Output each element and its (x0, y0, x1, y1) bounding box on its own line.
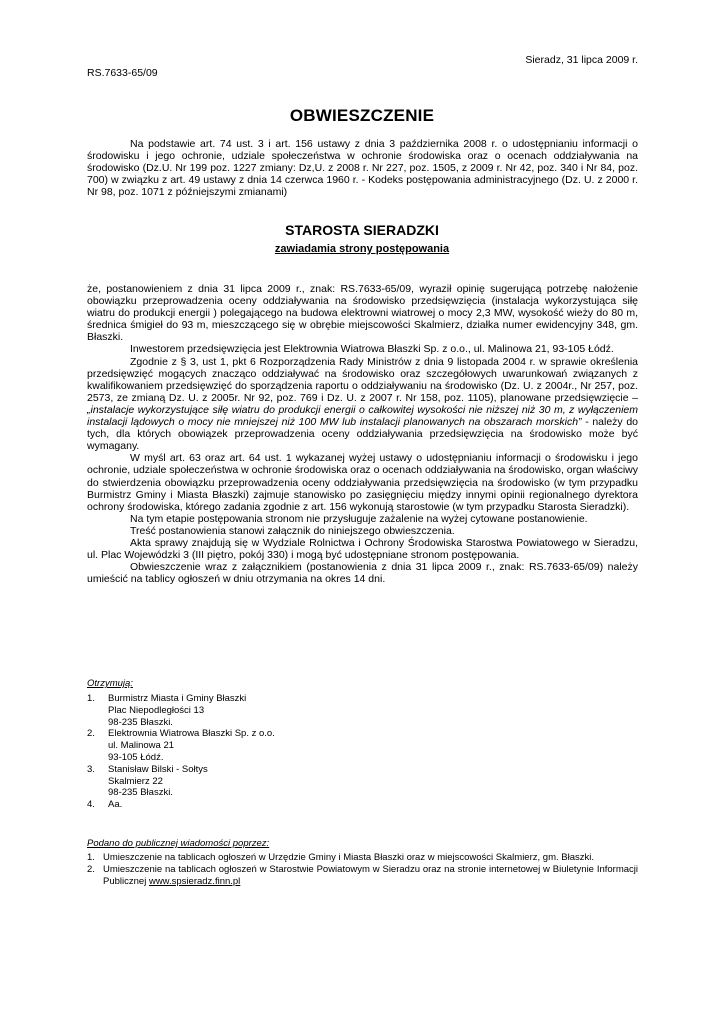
date-place: Sieradz, 31 lipca 2009 r. (525, 54, 638, 66)
p3-italic-quote: „instalacje wykorzystujące siłę wiatru do produkcji energii o całkowitej wysokości nie niższej niż 30 m, z wyłączeniem instalacji lądowych o mocy nie mniejszej niż 100 MW lub instalacji planowanych na obszarach morskich” (87, 403, 638, 429)
body-paragraph-8: Obwieszczenie wraz z załącznikiem (postanowienia z dnia 31 lipca 2009 r., znak: RS.7633-65/09) należy umieścić na tablicy ogłoszeń w dniu otrzymania na okres 14 dni. (87, 561, 638, 586)
list-number: 3. (87, 763, 95, 775)
publication-item-text: Umieszczenie na tablicach ogłoszeń w Starostwie Powiatowym w Sieradzu oraz na stronie internetowej w Biuletynie Informacji Publicznej (103, 863, 638, 887)
recipient-line: 93-105 Łódź. (108, 751, 164, 763)
notice-body (87, 283, 638, 585)
recipient-line: Plac Niepodległości 13 (108, 704, 205, 716)
list-number: 4. (87, 799, 95, 811)
recipient-line: 98-235 Błaszki. (108, 716, 173, 728)
list-number: 1. (87, 693, 95, 704)
body-paragraph-4: W myśl art. 63 oraz art. 64 ust. 1 wykazanej wyżej ustawy o udostępnianiu informacji o środowisku i jego ochronie, udziale społeczeństwa w ochronie środowiska oraz o ocenach oddziaływania na środowisko, organ właściwy do stwierdzenia obowiązku przeprowadzenia oceny oddziaływania przedsięwzięcia na środowisko (w tym przypadku Burmistrz Gminy i Miasta Błaszki) zajmuje stanowisko po zasięgnięciu między innymi opinii regionalnego dyrektora ochrony środowiska, którego zadania zgodnie z art. 156 wykonują starostowie (w tym przypadku Starosta Sieradzki). (87, 452, 638, 513)
body-paragraph-1: że, postanowieniem z dnia 31 lipca 2009 r., znak: RS.7633-65/09, wyraził opinię sugerującą potrzebę nałożenie obowiązku przeprowadzenia oceny oddziaływania na środowisko przedsięwzięcia (instalacja wykorzystująca siłę wiatru do produkcji energii ) polegającego na budowa elektrowni wiatrowej o mocy 2,3 MW, wysokość wieży do 80 m, średnica śmigieł do 93 m, mieszczącego się w obrębie miejscowości Skalmierz, działka numer ewidencyjny 348, gm. Błaszki. (87, 283, 638, 344)
body-paragraph-3 (87, 356, 638, 453)
publication-heading: Podano do publicznej wiadomości poprzez: (87, 838, 270, 849)
document-title: OBWIESZCZENIE (289, 106, 435, 125)
recipient-line: Stanisław Bilski - Sołtys (108, 763, 208, 775)
list-item (87, 852, 638, 864)
recipient-line: 98-235 Błaszki. (108, 787, 173, 799)
recipient-line: Elektrownia Wiatrowa Błaszki Sp. z o.o. (108, 728, 275, 740)
body-paragraph-7: Akta sprawy znajdują się w Wydziale Rolnictwa i Ochrony Środowiska Starostwa Powiatowego w Sieradzu, ul. Plac Wojewódzki 3 (III piętro, pokój 330) i mogą być udostępniane stronom postępowania. (87, 536, 638, 562)
recipients-heading: Otrzymują: (87, 678, 133, 689)
body-paragraph-2: Inwestorem przedsięwzięcia jest Elektrownia Wiatrowa Błaszki Sp. z o.o., ul. Malinowa 21, 93-105 Łódź. (130, 343, 614, 356)
preamble-text: Na podstawie art. 74 ust. 3 i art. 156 ustawy z dnia 3 października 2008 r. o udostępnianiu informacji o środowisku i jego ochronie, udziale społeczeństwa w ochronie środowiska oraz o ocenach oddziaływania na środowisko (Dz.U. Nr 199 poz. 1227 zmiany: Dz,U. z 2008 r. Nr 227, poz. 1505, z 2009 r. Nr 42, poz. 340 i Nr 84, poz. 700) w związku z art. 49 ustawy z dnia 14 czerwca 1960 r. - Kodeks postępowania administracyjnego (Dz. U. z 2000 r. Nr 98, poz. 1071 z późniejszymi zmianami) (87, 138, 638, 199)
list-item (87, 799, 638, 811)
list-number: 2. (87, 728, 95, 740)
list-item (87, 728, 638, 763)
recipient-line: Burmistrz Miasta i Gminy Błaszki (108, 693, 247, 704)
publication-list (87, 852, 638, 887)
subheading: zawiadamia strony postępowania (274, 243, 450, 255)
p3-text-b: - należy do tych, dla których obowiązek przeprowadzenia oceny oddziaływania przedsięwzięcia na środowisko może być wymagany. (87, 416, 639, 453)
p3-text-a: Zgodnie z § 3, ust 1, pkt 6 Rozporządzenia Rady Ministrów z dnia 9 listopada 2004 r. w sprawie określenia przedsięwzięć mogących znacząco oddziaływać na środowisko oraz szczegółowych uwarunkowań związanych z kwalifikowaniem przedsięwzięć do sporządzenia raportu o oddziaływaniu na środowisko (Dz. U. z 2004r., Nr 257, poz. 2573, ze zmianą Dz. U. z 2005r. Nr 92, poz. 769 i Dz. U. z 2007 r. Nr 158, poz. 1105), planowane przedsięwzięcie – (87, 355, 638, 404)
list-number: 1. (87, 852, 95, 863)
list-item (87, 764, 638, 799)
bip-website-link[interactable]: www.spsieradz.finn.pl (148, 875, 241, 887)
recipient-line: Skalmierz 22 (108, 775, 163, 787)
body-paragraph-5: Na tym etapie postępowania stronom nie przysługuje zażalenie na wyżej cytowane postanowienie. (130, 512, 588, 525)
list-item (87, 693, 638, 728)
authority-heading: STAROSTA SIERADZKI (285, 222, 439, 238)
list-item (87, 864, 638, 888)
recipient-line: ul. Malinowa 21 (108, 740, 175, 752)
body-paragraph-6: Treść postanowienia stanowi załącznik do niniejszego obwieszczenia. (130, 524, 455, 537)
list-number: 2. (87, 863, 95, 875)
reference-number: RS.7633-65/09 (87, 67, 158, 79)
recipients-list (87, 693, 638, 811)
recipient-line: Aa. (108, 799, 123, 811)
preamble (87, 138, 638, 198)
publication-item-text: Umieszczenie na tablicach ogłoszeń w Urzędzie Gminy i Miasta Błaszki oraz w miejscowości Skalmierz, gm. Błaszki. (103, 852, 594, 863)
